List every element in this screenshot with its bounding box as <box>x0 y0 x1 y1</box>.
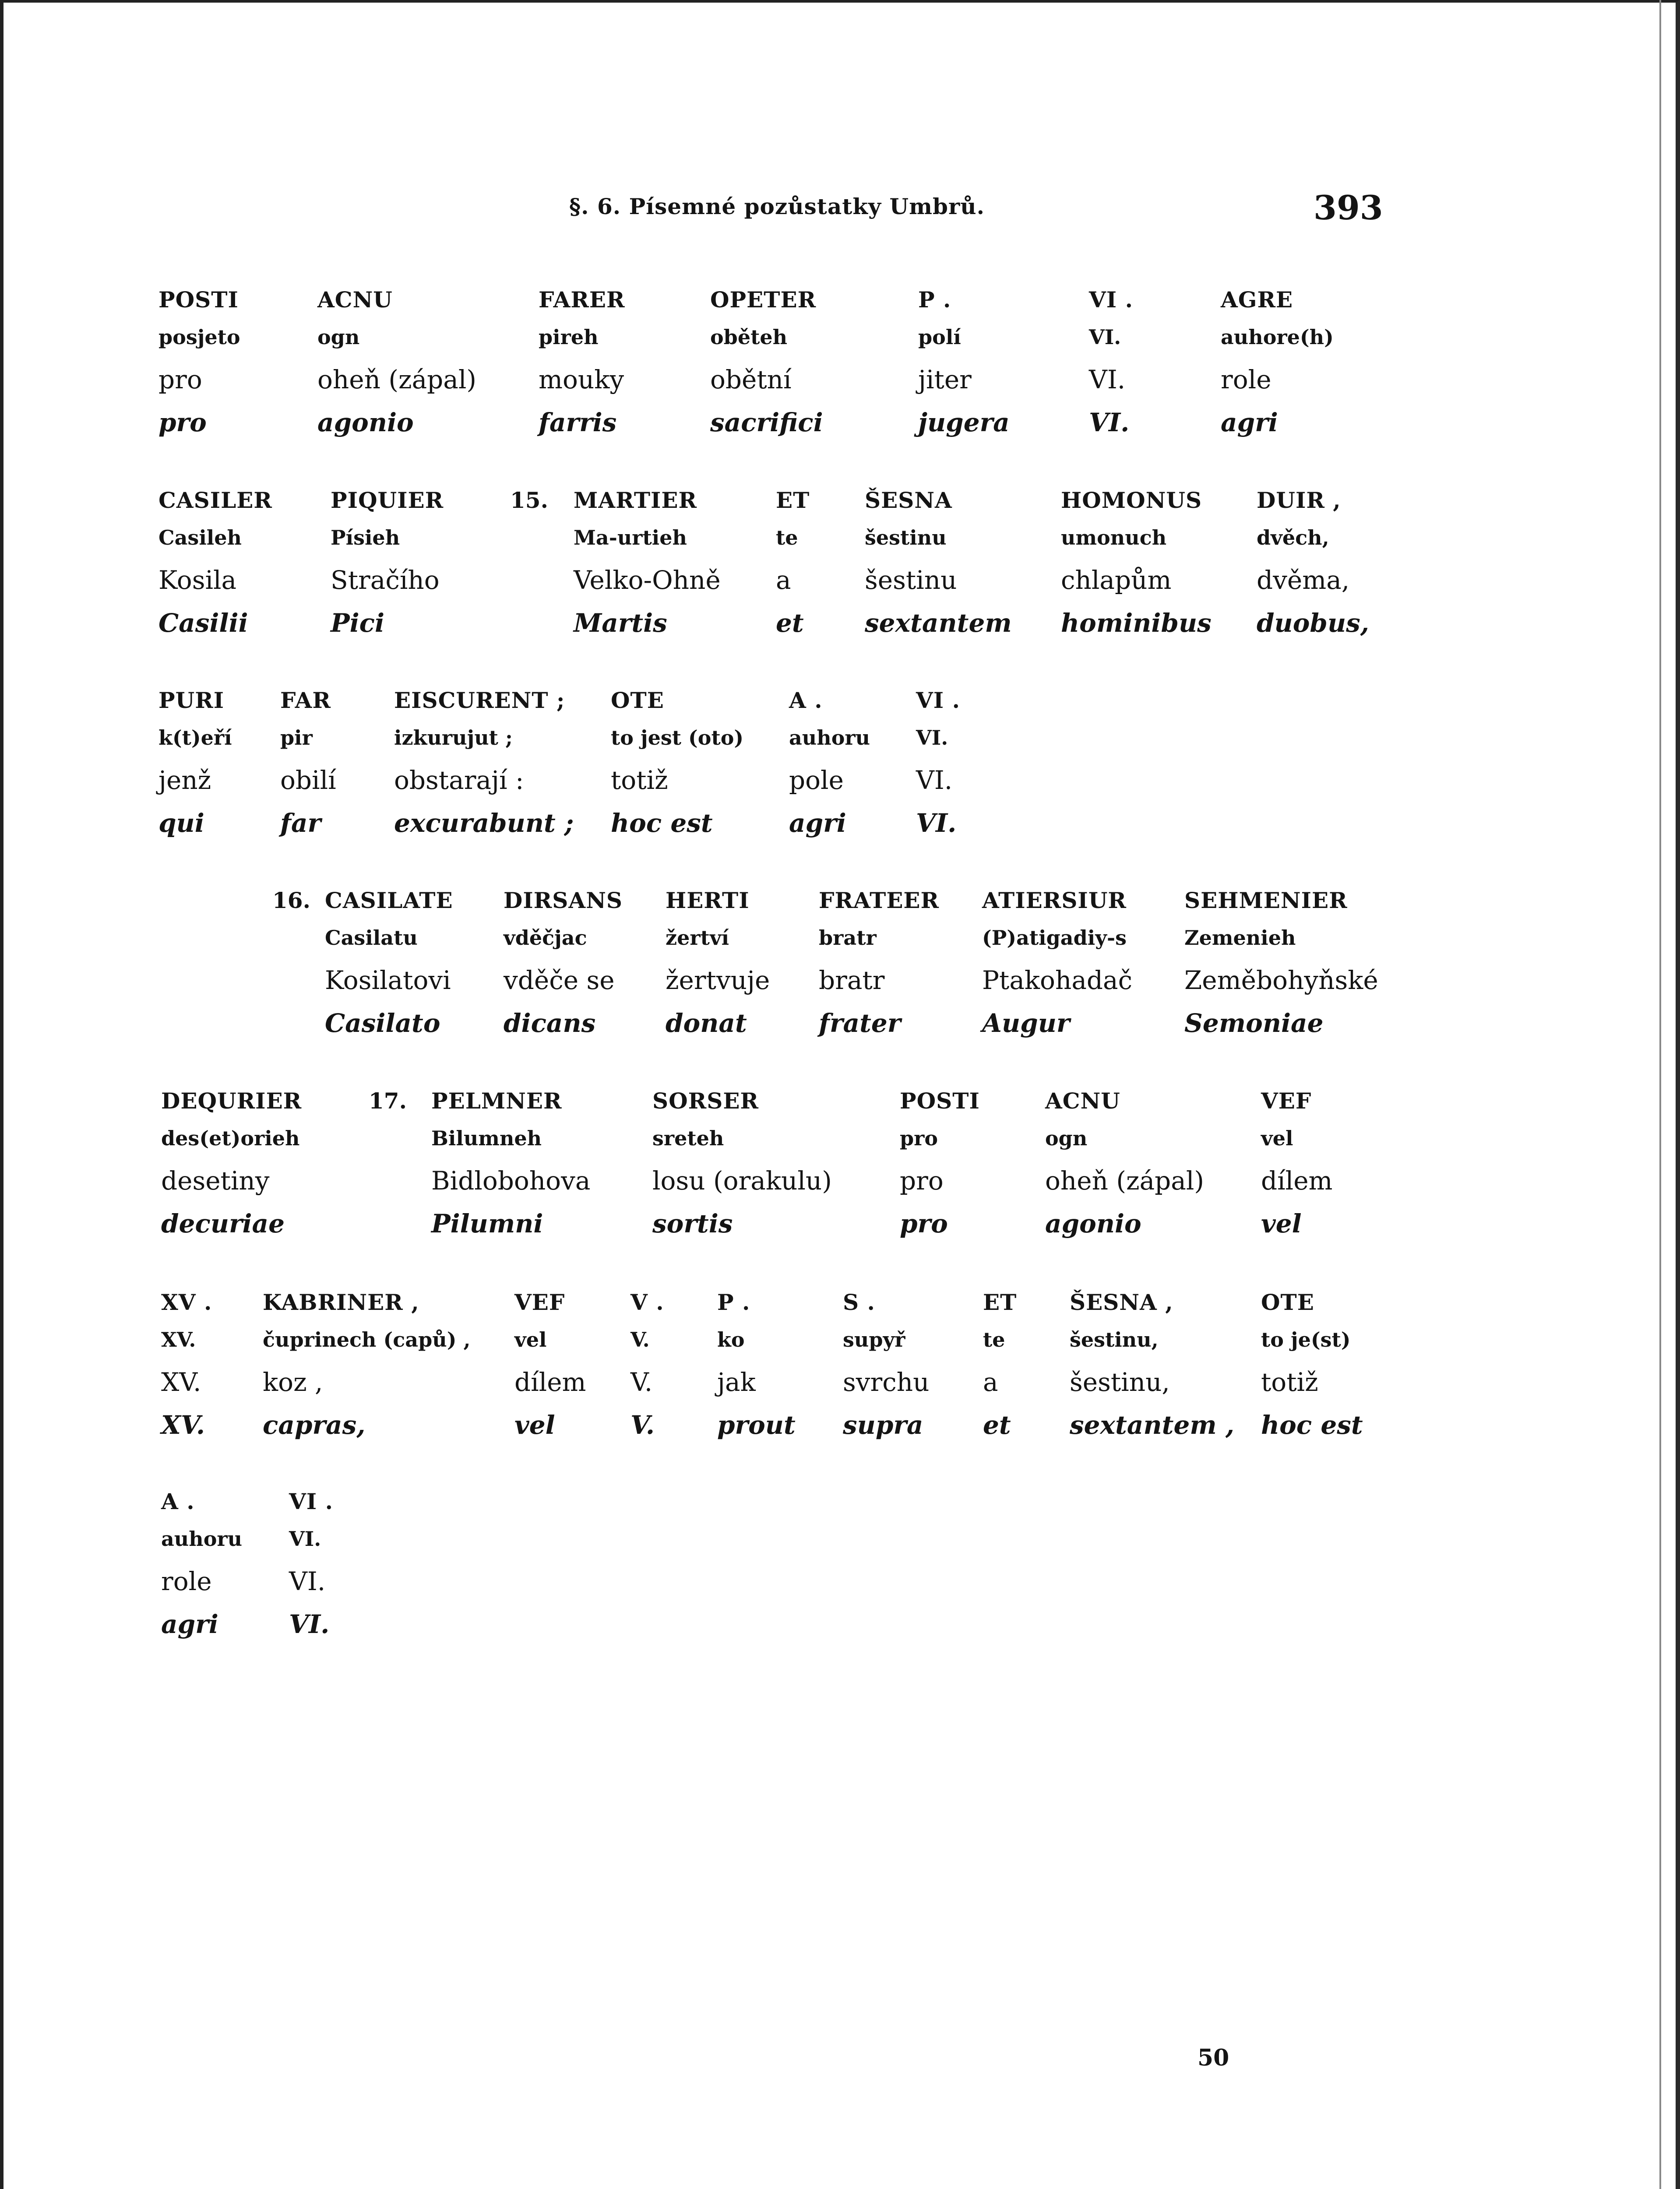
transliteration: umonuch <box>1061 526 1167 549</box>
latin-gloss: dicans <box>504 1008 596 1038</box>
page-number: 393 <box>1314 188 1383 227</box>
transliteration: oběteh <box>710 325 788 349</box>
czech-translation: VI. <box>1089 365 1126 394</box>
umbrian-word: V . <box>630 1289 664 1315</box>
latin-gloss: far <box>280 808 321 838</box>
umbrian-word: DEQURIER <box>161 1088 302 1114</box>
latin-gloss: hoc est <box>1261 1410 1363 1440</box>
czech-translation: pro <box>158 365 202 394</box>
czech-translation: Velko-Ohně <box>574 565 721 595</box>
latin-gloss: Pici <box>331 608 384 638</box>
transliteration: vel <box>514 1328 547 1351</box>
latin-gloss: excurabunt ; <box>394 808 574 838</box>
transliteration: Casileh <box>158 526 242 549</box>
umbrian-word: ŠESNA , <box>1070 1289 1173 1315</box>
umbrian-word: XV . <box>161 1289 212 1315</box>
umbrian-word: P . <box>717 1289 750 1315</box>
transliteration: auhore(h) <box>1221 325 1334 349</box>
umbrian-word: HOMONUS <box>1061 487 1202 513</box>
umbrian-word: AGRE <box>1221 287 1293 313</box>
czech-translation: svrchu <box>843 1367 930 1397</box>
latin-gloss: jugera <box>918 408 1010 437</box>
umbrian-word: VEF <box>1261 1088 1312 1114</box>
line-number: 17. <box>369 1088 407 1114</box>
transliteration: šestinu, <box>1070 1328 1159 1351</box>
latin-gloss: donat <box>666 1008 747 1038</box>
czech-translation: Zeměbohyňské <box>1184 965 1378 995</box>
umbrian-word: SEHMENIER <box>1184 887 1348 913</box>
latin-gloss: et <box>983 1410 1011 1440</box>
running-header <box>0 188 1680 236</box>
czech-translation: mouky <box>539 365 624 394</box>
czech-translation: jenž <box>158 765 211 795</box>
czech-translation: role <box>1221 365 1271 394</box>
transliteration: bratr <box>819 926 877 950</box>
czech-translation: Ptakohadač <box>982 965 1133 995</box>
umbrian-word: PURI <box>158 687 225 713</box>
latin-gloss: pro <box>900 1209 948 1239</box>
czech-translation: XV. <box>161 1367 201 1397</box>
umbrian-word: ATIERSIUR <box>982 887 1127 913</box>
czech-translation: V. <box>630 1367 653 1397</box>
umbrian-word: CASILER <box>158 487 272 513</box>
transliteration: to jest (oto) <box>611 726 744 750</box>
latin-gloss: sextantem , <box>1070 1410 1235 1440</box>
transliteration: šestinu <box>865 526 947 549</box>
latin-gloss: sacrifici <box>710 408 823 437</box>
latin-gloss: duobus, <box>1257 608 1369 638</box>
umbrian-word: PELMNER <box>431 1088 562 1114</box>
czech-translation: totiž <box>1261 1367 1318 1397</box>
running-title: §. 6. Písemné pozůstatky Umbrů. <box>569 194 985 219</box>
transliteration: sreteh <box>652 1126 724 1150</box>
latin-gloss: pro <box>158 408 207 437</box>
transliteration: dvěch, <box>1257 526 1329 549</box>
latin-gloss: sortis <box>652 1209 733 1239</box>
umbrian-word: EISCURENT ; <box>394 687 565 713</box>
czech-translation: Kosila <box>158 565 237 595</box>
transliteration: auhoru <box>789 726 870 750</box>
czech-translation: obilí <box>280 765 336 795</box>
umbrian-word: KABRINER , <box>263 1289 419 1315</box>
latin-gloss: hoc est <box>611 808 713 838</box>
transliteration: ogn <box>1045 1126 1088 1150</box>
czech-translation: Kosilatovi <box>325 965 451 995</box>
latin-gloss: agri <box>789 808 846 838</box>
latin-gloss: Pilumni <box>431 1209 543 1239</box>
czech-translation: bratr <box>819 965 885 995</box>
czech-translation: šestinu, <box>1070 1367 1170 1397</box>
czech-translation: losu (orakulu) <box>652 1166 832 1196</box>
latin-gloss: et <box>776 608 804 638</box>
czech-translation: žertvuje <box>666 965 770 995</box>
czech-translation: desetiny <box>161 1166 270 1196</box>
umbrian-word: VI . <box>1089 287 1133 313</box>
czech-translation: koz , <box>263 1367 323 1397</box>
latin-gloss: capras, <box>263 1410 366 1440</box>
umbrian-word: PIQUIER <box>331 487 444 513</box>
latin-gloss: decuriae <box>161 1209 285 1239</box>
transliteration: Bilumneh <box>431 1126 542 1150</box>
umbrian-word: ET <box>983 1289 1017 1315</box>
umbrian-word: ACNU <box>317 287 393 313</box>
transliteration: Ma-urtieh <box>574 526 687 549</box>
umbrian-word: FRATEER <box>819 887 940 913</box>
latin-gloss: Martis <box>574 608 667 638</box>
transliteration: vděčjac <box>504 926 587 950</box>
latin-gloss: agonio <box>1045 1209 1141 1239</box>
latin-gloss: frater <box>819 1008 901 1038</box>
transliteration: ogn <box>317 325 360 349</box>
czech-translation: vděče se <box>504 965 615 995</box>
czech-translation: VI. <box>289 1566 326 1596</box>
latin-gloss: qui <box>158 808 204 838</box>
czech-translation: VI. <box>916 765 953 795</box>
czech-translation: chlapům <box>1061 565 1172 595</box>
czech-translation: obstarají : <box>394 765 524 795</box>
transliteration: čuprinech (capů) , <box>263 1328 471 1351</box>
transliteration: posjeto <box>158 325 240 349</box>
umbrian-word: OTE <box>1261 1289 1314 1315</box>
czech-translation: Stračího <box>331 565 440 595</box>
umbrian-word: SORSER <box>652 1088 759 1114</box>
umbrian-word: VEF <box>514 1289 565 1315</box>
umbrian-word: ACNU <box>1045 1088 1120 1114</box>
transliteration: XV. <box>161 1328 196 1351</box>
latin-gloss: agonio <box>317 408 414 437</box>
transliteration: Zemenieh <box>1184 926 1296 950</box>
umbrian-word: POSTI <box>900 1088 980 1114</box>
umbrian-word: A . <box>161 1489 195 1514</box>
transliteration: VI. <box>916 726 948 750</box>
latin-gloss: VI. <box>916 808 957 838</box>
czech-translation: totiž <box>611 765 668 795</box>
latin-gloss: prout <box>717 1410 796 1440</box>
umbrian-word: OPETER <box>710 287 817 313</box>
signature-mark: 50 <box>1197 2045 1229 2071</box>
transliteration: te <box>983 1328 1005 1351</box>
transliteration: polí <box>918 325 961 349</box>
latin-gloss: V. <box>630 1410 655 1440</box>
transliteration: pireh <box>539 325 599 349</box>
czech-translation: dílem <box>1261 1166 1333 1196</box>
latin-gloss: Casilato <box>325 1008 440 1038</box>
umbrian-word: DUIR , <box>1257 487 1341 513</box>
umbrian-word: FARER <box>539 287 625 313</box>
transliteration: izkurujut ; <box>394 726 513 750</box>
transliteration: žertví <box>666 926 729 950</box>
czech-translation: pole <box>789 765 844 795</box>
latin-gloss: vel <box>514 1410 555 1440</box>
transliteration: VI. <box>1089 325 1121 349</box>
czech-translation: jiter <box>918 365 972 394</box>
transliteration: (P)atigadiy-s <box>982 926 1127 950</box>
umbrian-word: POSTI <box>158 287 239 313</box>
umbrian-word: VI . <box>916 687 960 713</box>
transliteration: VI. <box>289 1527 321 1551</box>
czech-translation: a <box>983 1367 998 1397</box>
umbrian-word: A . <box>789 687 823 713</box>
czech-translation: pro <box>900 1166 944 1196</box>
latin-gloss: Semoniae <box>1184 1008 1324 1038</box>
czech-translation: oheň (zápal) <box>1045 1166 1205 1196</box>
latin-gloss: supra <box>843 1410 923 1440</box>
line-number: 16. <box>272 887 310 913</box>
umbrian-word: ET <box>776 487 810 513</box>
umbrian-word: MARTIER <box>574 487 697 513</box>
latin-gloss: Augur <box>982 1008 1070 1038</box>
umbrian-word: VI . <box>289 1489 333 1514</box>
latin-gloss: VI. <box>1089 408 1130 437</box>
transliteration: des(et)orieh <box>161 1126 300 1150</box>
transliteration: pir <box>280 726 313 750</box>
transliteration: Písieh <box>331 526 400 549</box>
umbrian-word: HERTI <box>666 887 750 913</box>
umbrian-word: CASILATE <box>325 887 453 913</box>
czech-translation: dvěma, <box>1257 565 1350 595</box>
line-number: 15. <box>510 487 548 513</box>
latin-gloss: XV. <box>161 1410 205 1440</box>
transliteration: V. <box>630 1328 650 1351</box>
transliteration: to je(st) <box>1261 1328 1351 1351</box>
czech-translation: oheň (zápal) <box>317 365 477 394</box>
transliteration: te <box>776 526 798 549</box>
transliteration: Casilatu <box>325 926 418 950</box>
czech-translation: role <box>161 1566 212 1596</box>
latin-gloss: vel <box>1261 1209 1302 1239</box>
latin-gloss: agri <box>161 1609 218 1639</box>
latin-gloss: agri <box>1221 408 1278 437</box>
transliteration: ko <box>717 1328 745 1351</box>
latin-gloss: hominibus <box>1061 608 1212 638</box>
transliteration: pro <box>900 1126 938 1150</box>
transliteration: vel <box>1261 1126 1293 1150</box>
transliteration: supyř <box>843 1328 905 1351</box>
umbrian-word: S . <box>843 1289 875 1315</box>
czech-translation: jak <box>717 1367 756 1397</box>
czech-translation: dílem <box>514 1367 586 1397</box>
umbrian-word: ŠESNA <box>865 487 952 513</box>
czech-translation: a <box>776 565 791 595</box>
umbrian-word: P . <box>918 287 951 313</box>
transliteration: k(t)eří <box>158 726 232 750</box>
umbrian-word: DIRSANS <box>504 887 623 913</box>
latin-gloss: farris <box>539 408 617 437</box>
umbrian-word: FAR <box>280 687 331 713</box>
page-edge-rule <box>1659 0 1661 2189</box>
czech-translation: šestinu <box>865 565 957 595</box>
transliteration: auhoru <box>161 1527 243 1551</box>
czech-translation: obětní <box>710 365 792 394</box>
umbrian-word: OTE <box>611 687 664 713</box>
czech-translation: Bidlobohova <box>431 1166 591 1196</box>
latin-gloss: sextantem <box>865 608 1012 638</box>
latin-gloss: Casilii <box>158 608 248 638</box>
latin-gloss: VI. <box>289 1609 330 1639</box>
